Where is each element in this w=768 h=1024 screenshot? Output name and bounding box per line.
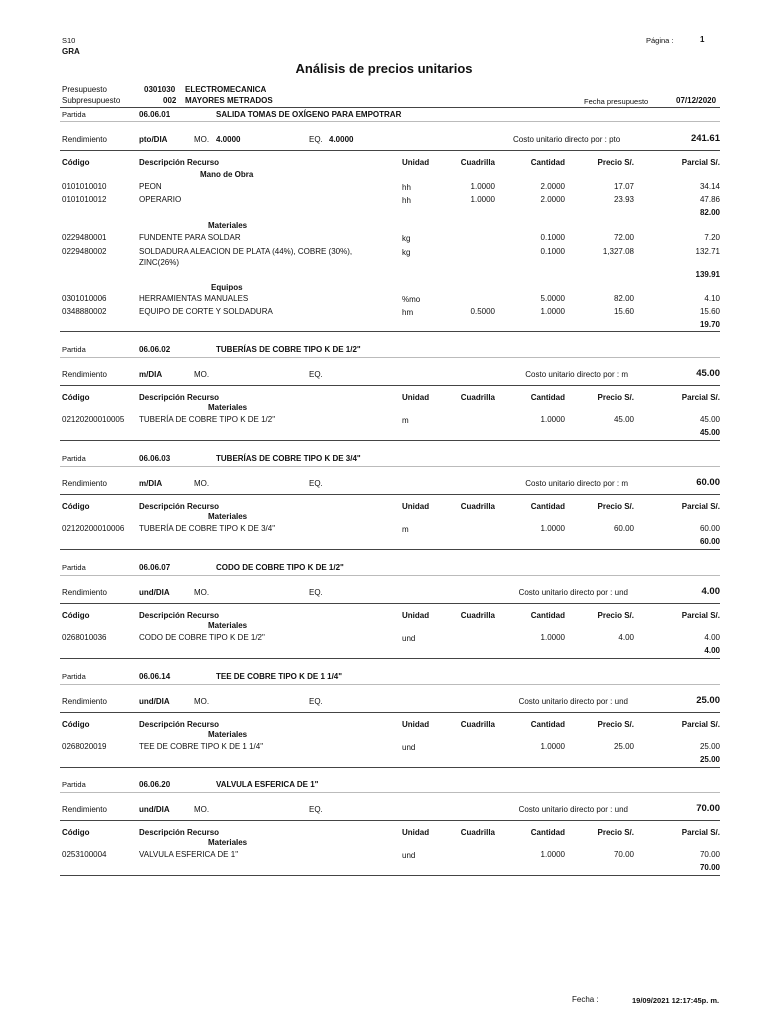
eq-label: EQ. <box>309 805 323 814</box>
group-name: Materiales <box>208 838 248 847</box>
group-subtotal: 70.00 <box>699 863 720 872</box>
footer-fecha-label: Fecha : <box>572 995 599 1004</box>
partida-label: Partida <box>62 110 86 119</box>
partida-label: Partida <box>62 454 86 463</box>
row-precio: 15.60 <box>613 307 634 316</box>
row-codigo: 0101010012 <box>62 195 107 204</box>
row-unidad: m <box>402 525 409 534</box>
divider <box>60 712 720 713</box>
divider <box>60 575 720 576</box>
partida-code: 06.06.03 <box>139 454 171 463</box>
col-parcial: Parcial S/. <box>681 611 720 620</box>
mo-label: MO. <box>194 805 210 814</box>
divider <box>60 357 720 358</box>
mo-label: MO. <box>194 479 210 488</box>
group-subtotal: 45.00 <box>699 428 720 437</box>
row-cuadrilla: 1.0000 <box>470 182 495 191</box>
page-number: 1 <box>700 35 705 44</box>
partida-title: TEE DE COBRE TIPO K DE 1 1/4" <box>216 672 343 681</box>
partida-title: CODO DE COBRE TIPO K DE 1/2" <box>216 563 344 572</box>
group-subtotal: 139.91 <box>695 270 720 279</box>
row-parcial: 4.00 <box>704 633 720 642</box>
row-precio: 70.00 <box>613 850 634 859</box>
row-cantidad: 2.0000 <box>540 182 565 191</box>
col-descripcion: Descripción Recurso <box>139 720 220 729</box>
subpresupuesto-label: Subpresupuesto <box>62 96 121 105</box>
row-codigo: 0348880002 <box>62 307 107 316</box>
row-precio: 17.07 <box>613 182 634 191</box>
col-cantidad: Cantidad <box>530 720 565 729</box>
eq-value: 4.0000 <box>329 135 354 144</box>
row-precio: 23.93 <box>613 195 634 204</box>
partida-title: TUBERÍAS DE COBRE TIPO K DE 3/4" <box>216 454 361 463</box>
divider <box>60 331 720 332</box>
partida-label: Partida <box>62 672 86 681</box>
row-unidad: hm <box>402 308 414 317</box>
row-cantidad: 5.0000 <box>540 294 565 303</box>
col-cuadrilla: Cuadrilla <box>460 158 495 167</box>
col-precio: Precio S/. <box>597 393 634 402</box>
eq-label: EQ. <box>309 135 323 144</box>
costo-unitario-total: 45.00 <box>696 368 720 379</box>
rendimiento-label: Rendimiento <box>62 697 107 706</box>
row-parcial: 132.71 <box>695 247 720 256</box>
row-parcial: 45.00 <box>699 415 720 424</box>
fecha-presupuesto: 07/12/2020 <box>676 96 717 105</box>
col-parcial: Parcial S/. <box>681 502 720 511</box>
col-cantidad: Cantidad <box>530 502 565 511</box>
row-cantidad: 1.0000 <box>540 850 565 859</box>
rendimiento-unit: und/DIA <box>139 805 170 814</box>
col-descripcion: Descripción Recurso <box>139 828 220 837</box>
col-unidad: Unidad <box>402 720 430 729</box>
col-unidad: Unidad <box>402 393 430 402</box>
group-subtotal: 82.00 <box>699 208 720 217</box>
row-unidad: und <box>402 634 416 643</box>
col-cuadrilla: Cuadrilla <box>460 611 495 620</box>
group-name: Equipos <box>211 283 243 292</box>
costo-unitario-label: Costo unitario directo por : und <box>518 588 628 597</box>
partida-label: Partida <box>62 563 86 572</box>
row-codigo: 0301010006 <box>62 294 107 303</box>
partida-title: SALIDA TOMAS DE OXÍGENO PARA EMPOTRAR <box>216 110 402 119</box>
row-codigo: 0253100004 <box>62 850 107 859</box>
col-descripcion: Descripción Recurso <box>139 393 220 402</box>
group-subtotal: 25.00 <box>699 755 720 764</box>
costo-unitario-label: Costo unitario directo por : pto <box>513 135 621 144</box>
group-name: Materiales <box>208 221 248 230</box>
row-precio: 1,327.08 <box>602 247 634 256</box>
presupuesto-name: ELECTROMECANICA <box>185 85 267 94</box>
costo-unitario-total: 25.00 <box>696 695 720 706</box>
row-parcial: 7.20 <box>704 233 720 242</box>
divider <box>60 107 720 108</box>
rendimiento-label: Rendimiento <box>62 805 107 814</box>
row-precio: 72.00 <box>613 233 634 242</box>
row-cantidad: 1.0000 <box>540 524 565 533</box>
divider <box>60 792 720 793</box>
costo-unitario-label: Costo unitario directo por : und <box>518 805 628 814</box>
col-parcial: Parcial S/. <box>681 158 720 167</box>
fecha-presupuesto-label: Fecha presupuesto <box>584 97 649 106</box>
subpresupuesto-name: MAYORES METRADOS <box>185 96 273 105</box>
col-codigo: Código <box>62 611 90 620</box>
row-desc: SOLDADURA ALEACION DE PLATA (44%), COBRE (30%), <box>139 247 353 256</box>
presupuesto-code: 0301030 <box>144 85 176 94</box>
rendimiento-label: Rendimiento <box>62 370 107 379</box>
partida-code: 06.06.14 <box>139 672 171 681</box>
row-codigo: 0229480001 <box>62 233 107 242</box>
group-name: Materiales <box>208 403 248 412</box>
row-precio: 45.00 <box>613 415 634 424</box>
row-unidad: kg <box>402 248 411 257</box>
mo-label: MO. <box>194 370 210 379</box>
page-title: Análisis de precios unitarios <box>295 61 473 76</box>
col-precio: Precio S/. <box>597 828 634 837</box>
partida-label: Partida <box>62 345 86 354</box>
divider <box>60 440 720 441</box>
rendimiento-unit: und/DIA <box>139 697 170 706</box>
row-precio: 82.00 <box>613 294 634 303</box>
mo-label: MO. <box>194 135 210 144</box>
eq-label: EQ. <box>309 697 323 706</box>
presupuesto-label: Presupuesto <box>62 85 107 94</box>
row-desc: HERRAMIENTAS MANUALES <box>139 294 249 303</box>
col-cantidad: Cantidad <box>530 611 565 620</box>
row-codigo: 0268020019 <box>62 742 107 751</box>
row-parcial: 60.00 <box>699 524 720 533</box>
divider <box>60 466 720 467</box>
row-parcial: 70.00 <box>699 850 720 859</box>
costo-unitario-label: Costo unitario directo por : und <box>518 697 628 706</box>
footer-fecha-value: 19/09/2021 12:17:45p. m. <box>632 996 720 1005</box>
row-codigo: 0229480002 <box>62 247 107 256</box>
mo-value: 4.0000 <box>216 135 241 144</box>
row-desc: CODO DE COBRE TIPO K DE 1/2" <box>139 633 265 642</box>
row-cuadrilla: 0.5000 <box>470 307 495 316</box>
col-descripcion: Descripción Recurso <box>139 158 220 167</box>
row-parcial: 34.14 <box>699 182 720 191</box>
rendimiento-unit: m/DIA <box>139 370 163 379</box>
row-desc: OPERARIO <box>139 195 182 204</box>
col-parcial: Parcial S/. <box>681 720 720 729</box>
col-cantidad: Cantidad <box>530 158 565 167</box>
row-parcial: 15.60 <box>699 307 720 316</box>
row-unidad: hh <box>402 196 411 205</box>
row-cantidad: 2.0000 <box>540 195 565 204</box>
row-desc: EQUIPO DE CORTE Y SOLDADURA <box>139 307 273 316</box>
col-cuadrilla: Cuadrilla <box>460 720 495 729</box>
col-parcial: Parcial S/. <box>681 828 720 837</box>
divider <box>60 875 720 876</box>
row-cantidad: 1.0000 <box>540 742 565 751</box>
col-cuadrilla: Cuadrilla <box>460 393 495 402</box>
divider <box>60 820 720 821</box>
col-unidad: Unidad <box>402 611 430 620</box>
costo-unitario-total: 60.00 <box>696 477 720 488</box>
partida-title: VALVULA ESFERICA DE 1" <box>216 780 319 789</box>
group-name: Materiales <box>208 512 248 521</box>
divider <box>60 603 720 604</box>
rendimiento-unit: und/DIA <box>139 588 170 597</box>
col-precio: Precio S/. <box>597 611 634 620</box>
row-precio: 25.00 <box>613 742 634 751</box>
divider <box>60 121 720 122</box>
col-precio: Precio S/. <box>597 720 634 729</box>
row-unidad: %mo <box>402 295 421 304</box>
row-parcial: 4.10 <box>704 294 720 303</box>
row-codigo: 02120200010006 <box>62 524 125 533</box>
col-codigo: Código <box>62 393 90 402</box>
row-unidad: hh <box>402 183 411 192</box>
col-descripcion: Descripción Recurso <box>139 502 220 511</box>
rendimiento-unit: m/DIA <box>139 479 163 488</box>
row-cuadrilla: 1.0000 <box>470 195 495 204</box>
col-codigo: Código <box>62 158 90 167</box>
row-unidad: und <box>402 851 416 860</box>
divider <box>60 549 720 550</box>
row-unidad: m <box>402 416 409 425</box>
page-label: Página : <box>646 36 674 45</box>
row-desc: VALVULA ESFERICA DE 1" <box>139 850 239 859</box>
system-code: S10 <box>62 36 76 45</box>
rendimiento-unit: pto/DIA <box>139 135 168 144</box>
partida-label: Partida <box>62 780 86 789</box>
partida-title: TUBERÍAS DE COBRE TIPO K DE 1/2" <box>216 345 361 354</box>
row-cantidad: 0.1000 <box>540 233 565 242</box>
row-parcial: 25.00 <box>699 742 720 751</box>
eq-label: EQ. <box>309 479 323 488</box>
row-desc: TUBERÍA DE COBRE TIPO K DE 1/2" <box>139 415 276 424</box>
costo-unitario-label: Costo unitario directo por : m <box>525 370 628 379</box>
row-cantidad: 0.1000 <box>540 247 565 256</box>
col-codigo: Código <box>62 720 90 729</box>
partida-code: 06.06.20 <box>139 780 171 789</box>
row-desc: TUBERÍA DE COBRE TIPO K DE 3/4" <box>139 524 276 533</box>
col-unidad: Unidad <box>402 828 430 837</box>
row-codigo: 02120200010005 <box>62 415 125 424</box>
group-subtotal: 4.00 <box>704 646 720 655</box>
row-precio: 60.00 <box>613 524 634 533</box>
row-cantidad: 1.0000 <box>540 633 565 642</box>
divider <box>60 767 720 768</box>
col-parcial: Parcial S/. <box>681 393 720 402</box>
divider <box>60 385 720 386</box>
rendimiento-label: Rendimiento <box>62 588 107 597</box>
row-desc: FUNDENTE PARA SOLDAR <box>139 233 241 242</box>
rendimiento-label: Rendimiento <box>62 135 107 144</box>
group-name: Mano de Obra <box>200 170 254 179</box>
eq-label: EQ. <box>309 588 323 597</box>
group-subtotal: 19.70 <box>699 320 720 329</box>
divider <box>60 684 720 685</box>
row-desc-continued: ZINC(26%) <box>139 258 180 267</box>
row-cantidad: 1.0000 <box>540 307 565 316</box>
row-precio: 4.00 <box>618 633 634 642</box>
row-desc: PEON <box>139 182 162 191</box>
group-subtotal: 60.00 <box>699 537 720 546</box>
subpresupuesto-code: 002 <box>163 96 177 105</box>
divider <box>60 150 720 151</box>
col-codigo: Código <box>62 502 90 511</box>
costo-unitario-label: Costo unitario directo por : m <box>525 479 628 488</box>
col-cuadrilla: Cuadrilla <box>460 502 495 511</box>
row-cantidad: 1.0000 <box>540 415 565 424</box>
col-cuadrilla: Cuadrilla <box>460 828 495 837</box>
mo-label: MO. <box>194 697 210 706</box>
partida-code: 06.06.02 <box>139 345 171 354</box>
col-unidad: Unidad <box>402 502 430 511</box>
divider <box>60 658 720 659</box>
col-precio: Precio S/. <box>597 502 634 511</box>
row-unidad: kg <box>402 234 411 243</box>
col-cantidad: Cantidad <box>530 828 565 837</box>
group-name: Materiales <box>208 621 248 630</box>
row-codigo: 0268010036 <box>62 633 107 642</box>
mo-label: MO. <box>194 588 210 597</box>
costo-unitario-total: 241.61 <box>690 133 720 144</box>
col-cantidad: Cantidad <box>530 393 565 402</box>
company-code: GRA <box>62 47 80 56</box>
col-descripcion: Descripción Recurso <box>139 611 220 620</box>
col-unidad: Unidad <box>402 158 430 167</box>
costo-unitario-total: 70.00 <box>696 803 720 814</box>
row-codigo: 0101010010 <box>62 182 107 191</box>
col-codigo: Código <box>62 828 90 837</box>
group-name: Materiales <box>208 730 248 739</box>
costo-unitario-total: 4.00 <box>701 586 720 597</box>
row-unidad: und <box>402 743 416 752</box>
partida-code: 06.06.07 <box>139 563 171 572</box>
rendimiento-label: Rendimiento <box>62 479 107 488</box>
divider <box>60 494 720 495</box>
partida-code: 06.06.01 <box>139 110 171 119</box>
col-precio: Precio S/. <box>597 158 634 167</box>
row-desc: TEE DE COBRE TIPO K DE 1 1/4" <box>139 742 264 751</box>
eq-label: EQ. <box>309 370 323 379</box>
row-parcial: 47.86 <box>699 195 720 204</box>
